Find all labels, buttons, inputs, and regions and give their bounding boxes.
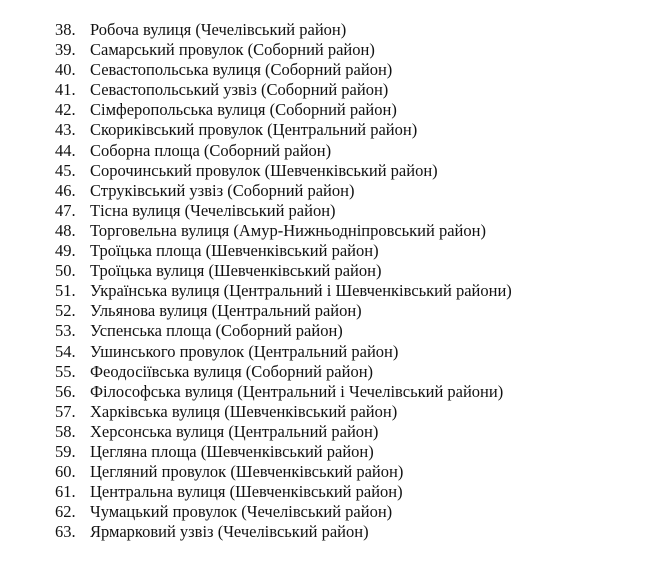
list-item	[55, 362, 512, 382]
item-text: Струківський узвіз (Соборний район)	[90, 180, 355, 200]
item-number: 49.	[55, 241, 76, 261]
list-item	[55, 120, 512, 140]
item-number: 52.	[55, 301, 76, 321]
item-number: 43.	[55, 120, 76, 140]
list-item	[55, 261, 512, 281]
item-text: Чумацький провулок (Чечелівський район)	[90, 502, 393, 522]
item-number: 42.	[55, 100, 76, 120]
item-text: Робоча вулиця (Чечелівський район)	[90, 20, 347, 39]
item-number: 51.	[55, 281, 76, 301]
list-item	[55, 522, 512, 542]
item-number: 55.	[55, 361, 76, 381]
item-number: 48.	[55, 220, 76, 240]
item-number: 60.	[55, 462, 76, 482]
list-item	[55, 80, 512, 100]
item-text: Скориківський провулок (Центральний район)	[90, 120, 418, 140]
item-text: Самарський провулок (Соборний район)	[90, 40, 375, 60]
item-text: Українська вулиця (Центральний і Шевченківський райони)	[90, 281, 512, 301]
list-item	[55, 181, 512, 201]
item-number: 44.	[55, 140, 76, 160]
list-item	[55, 442, 512, 462]
item-text: Цегляна площа (Шевченківський район)	[90, 441, 374, 461]
list-item	[55, 382, 512, 402]
list-item	[55, 20, 512, 40]
item-number: 47.	[55, 200, 76, 220]
list-item	[55, 241, 512, 261]
list-item	[55, 141, 512, 161]
item-number: 40.	[55, 60, 76, 80]
item-text: Севастопольська вулиця (Соборний район)	[90, 60, 393, 80]
item-text: Успенська площа (Соборний район)	[90, 321, 343, 341]
item-text: Ярмарковий узвіз (Чечелівський район)	[90, 522, 369, 542]
item-number: 63.	[55, 522, 76, 542]
item-text: Ушинського провулок (Центральний район)	[90, 341, 399, 361]
list-item	[55, 100, 512, 120]
item-text: Цегляний провулок (Шевченківський район)	[90, 462, 404, 482]
item-text: Сорочинський провулок (Шевченківський район)	[90, 160, 438, 180]
item-text: Харківська вулиця (Шевченківський район)	[90, 401, 398, 421]
item-text: Ульянова вулиця (Центральний район)	[90, 301, 362, 321]
list-item	[55, 462, 512, 482]
item-number: 56.	[55, 381, 76, 401]
list-item	[55, 60, 512, 80]
list-item	[55, 502, 512, 522]
list-item	[55, 321, 512, 341]
item-number: 58.	[55, 421, 76, 441]
item-text: Соборна площа (Соборний район)	[90, 140, 332, 160]
item-number: 38.	[55, 20, 76, 39]
list-item	[55, 281, 512, 301]
item-text: Троїцька вулиця (Шевченківський район)	[90, 261, 382, 281]
list-item	[55, 342, 512, 362]
list-item	[55, 301, 512, 321]
item-text: Севастопольський узвіз (Соборний район)	[90, 80, 389, 100]
item-text: Сімферопольська вулиця (Соборний район)	[90, 100, 397, 120]
item-text: Херсонська вулиця (Центральний район)	[90, 421, 379, 441]
item-number: 62.	[55, 502, 76, 522]
item-number: 41.	[55, 80, 76, 100]
item-number: 61.	[55, 482, 76, 502]
list-item	[55, 221, 512, 241]
item-number: 39.	[55, 40, 76, 60]
item-number: 50.	[55, 261, 76, 281]
item-text: Філософська вулиця (Центральний і Чечелівський райони)	[90, 381, 504, 401]
street-list	[55, 20, 512, 542]
list-item	[55, 161, 512, 181]
item-text: Тісна вулиця (Чечелівський район)	[90, 200, 336, 220]
list-item	[55, 201, 512, 221]
item-number: 54.	[55, 341, 76, 361]
list-item	[55, 402, 512, 422]
item-text: Феодосіївська вулиця (Соборний район)	[90, 361, 374, 381]
list-item	[55, 40, 512, 60]
item-number: 45.	[55, 160, 76, 180]
item-text: Торговельна вулиця (Амур-Нижньодніпровський район)	[90, 220, 486, 240]
list-item	[55, 422, 512, 442]
item-number: 46.	[55, 180, 76, 200]
item-text: Центральна вулиця (Шевченківський район)	[90, 482, 403, 502]
item-text: Троїцька площа (Шевченківський район)	[90, 241, 379, 261]
item-number: 57.	[55, 401, 76, 421]
item-number: 53.	[55, 321, 76, 341]
item-number: 59.	[55, 441, 76, 461]
list-item	[55, 482, 512, 502]
